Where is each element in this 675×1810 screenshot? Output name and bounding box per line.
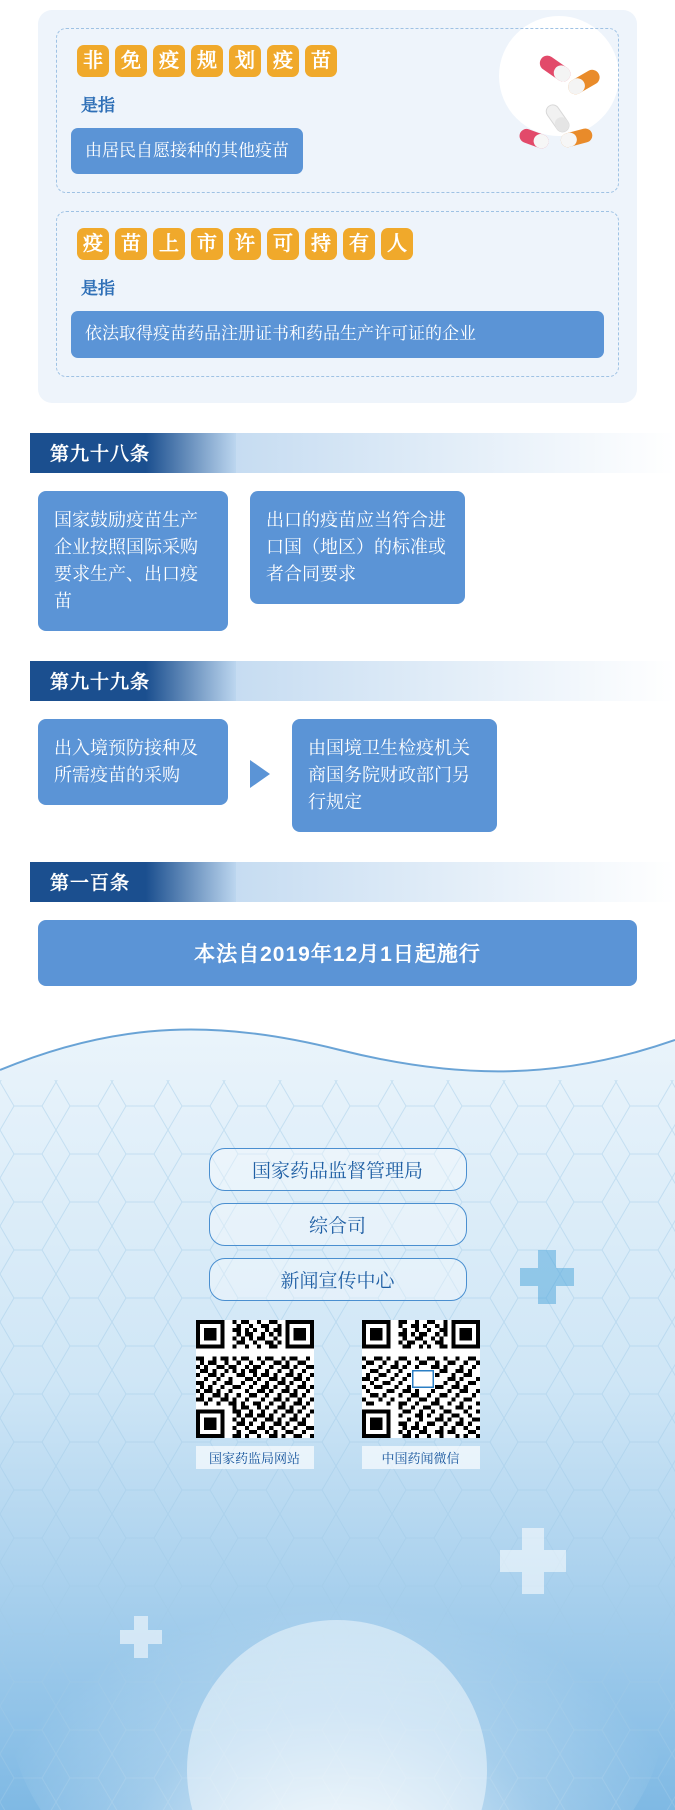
- heading-tail: [236, 862, 675, 902]
- definition-lead: 是指: [81, 279, 115, 299]
- content-box: 由国境卫生检疫机关商国务院财政部门另行规定: [292, 719, 497, 832]
- org-chips: [0, 1148, 675, 1313]
- infographic-page: [0, 10, 675, 1810]
- title-char: 非: [77, 45, 109, 77]
- qr-item[interactable]: [362, 1320, 480, 1469]
- title-char: 可: [267, 228, 299, 260]
- title-char: 苗: [305, 45, 337, 77]
- org-chip: 综合司: [209, 1203, 467, 1246]
- effective-date-box: 本法自2019年12月1日起施行: [38, 920, 637, 986]
- title-char: 疫: [267, 45, 299, 77]
- article-heading: [0, 433, 675, 473]
- article-99-boxes: [38, 719, 637, 832]
- title-char: 免: [115, 45, 147, 77]
- heading-tail: [236, 661, 675, 701]
- footer-section: [0, 1010, 675, 1810]
- qr-code-wechat[interactable]: [362, 1320, 480, 1438]
- title-char: 规: [191, 45, 223, 77]
- definition-body: 依法取得疫苗药品注册证书和药品生产许可证的企业: [71, 311, 604, 357]
- title-char: 苗: [115, 228, 147, 260]
- heading-label: 第九十八条: [36, 433, 236, 473]
- article-heading: [0, 661, 675, 701]
- pills-illustration: [495, 44, 615, 174]
- footer-content: [0, 1010, 675, 1810]
- title-char: 市: [191, 228, 223, 260]
- content-box: 出入境预防接种及所需疫苗的采购: [38, 719, 228, 805]
- title-char: 人: [381, 228, 413, 260]
- title-char: 上: [153, 228, 185, 260]
- title-char: 有: [343, 228, 375, 260]
- heading-label: 第一百条: [36, 862, 236, 902]
- title-char: 许: [229, 228, 261, 260]
- title-char: 疫: [153, 45, 185, 77]
- qr-code-website[interactable]: [196, 1320, 314, 1438]
- org-chip: 新闻宣传中心: [209, 1258, 467, 1301]
- article-heading: [0, 862, 675, 902]
- article-98-boxes: [38, 491, 637, 631]
- title-char: 疫: [77, 228, 109, 260]
- content-box: 出口的疫苗应当符合进口国（地区）的标准或者合同要求: [250, 491, 465, 604]
- heading-tail: [236, 433, 675, 473]
- flow-arrow-wrap: [250, 719, 270, 829]
- qr-item[interactable]: [196, 1320, 314, 1469]
- definitions-card: [38, 10, 637, 403]
- qr-row: [0, 1320, 675, 1469]
- definition-lead: 是指: [81, 96, 115, 115]
- arrow-right-icon: [250, 760, 270, 788]
- title-char: 划: [229, 45, 261, 77]
- definition-block: [56, 211, 619, 376]
- content-box: 国家鼓励疫苗生产企业按照国际采购要求生产、出口疫苗: [38, 491, 228, 631]
- qr-caption: 中国药闻微信: [362, 1446, 480, 1469]
- definition-body: 由居民自愿接种的其他疫苗: [71, 128, 303, 174]
- heading-label: 第九十九条: [36, 661, 236, 701]
- title-char: 持: [305, 228, 337, 260]
- org-chip: 国家药品监督管理局: [209, 1148, 467, 1191]
- qr-caption: 国家药监局网站: [196, 1446, 314, 1469]
- definition-title: [71, 228, 604, 260]
